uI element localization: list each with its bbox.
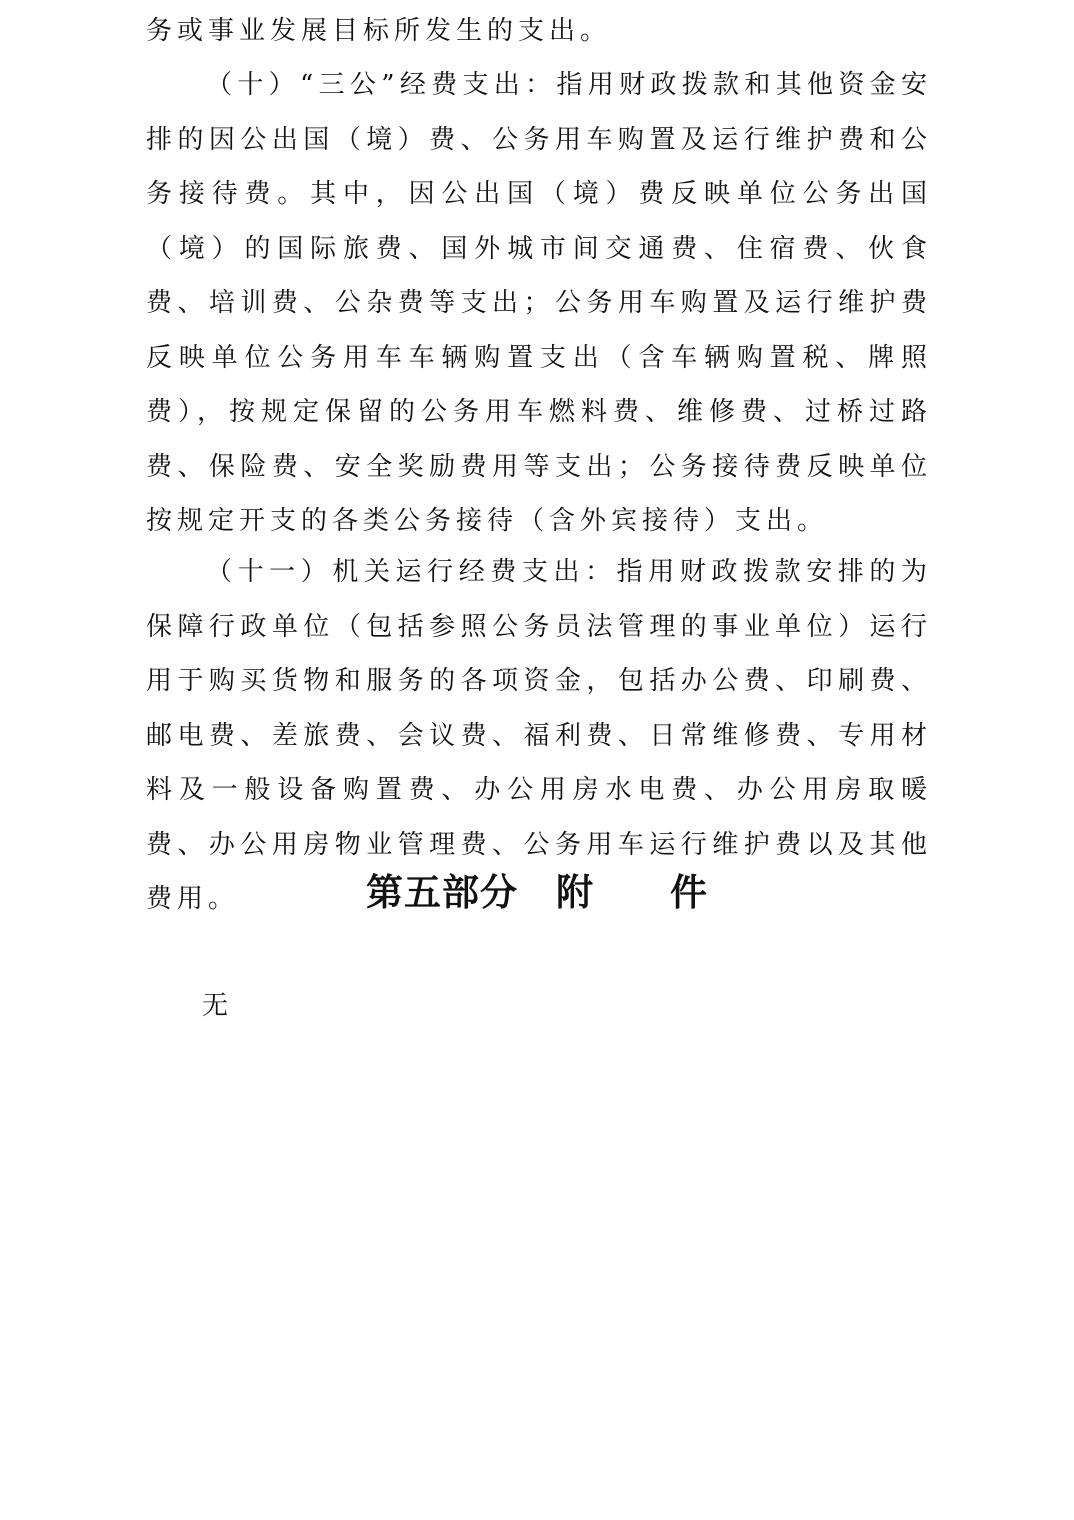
paragraph-item-10-three-public-expenses: （十）“三公”经费支出：指用财政拨款和其他资金安排的因公出国（境）费、公务用车购置及运行维护费和公务接待费。其中，因公出国（境）费反映单位公务出国（境）的国际旅费、国外城市间交通费、住宿费、伙食费、培训费、公杂费等支出；公务用车购置及运行维护费反映单位公务用车车辆购置支出（含车辆购置税、牌照费），按规定保留的公务用车燃料费、维修费、过桥过路费、保险费、安全奖励费用等支出；公务接待费反映单位按规定开支的各类公务接待（含外宾接待）支出。 <box>146 70 932 536</box>
paragraph-item-11-agency-operating-expenses: （十一）机关运行经费支出：指用财政拨款安排的为保障行政单位（包括参照公务员法管理的事业单位）运行用于购买货物和服务的各项资金，包括办公费、印刷费、邮电费、差旅费、会议费、福利费、日常维修费、专用材料及一般设备购置费、办公用房水电费、办公用房取暖费、办公用房物业管理费、公务用车运行维护费以及其他费用。 <box>146 557 932 914</box>
attachment-content: 无 <box>202 991 229 1021</box>
paragraph-intro-continuation: 务或事业发展目标所发生的支出。 <box>146 16 612 46</box>
section-heading-part-five-attachments: 第五部分 附 件 <box>366 870 708 914</box>
